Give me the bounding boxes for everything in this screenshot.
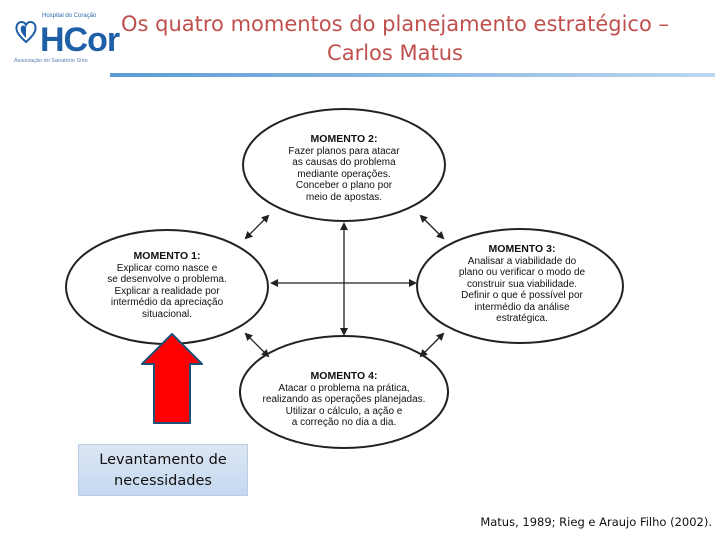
- moment-3-heading: MOMENTO 3:: [488, 243, 556, 255]
- moment-3-line: plano ou verificar o modo de: [458, 267, 586, 278]
- needs-assessment-box: [78, 444, 248, 496]
- arrow-1-to-2: [246, 216, 268, 238]
- moment-4-line: a correção no dia a dia.: [291, 417, 397, 428]
- moment-4-line: Utilizar o cálculo, a ação e: [285, 405, 403, 417]
- moment-3-line: estratégica.: [496, 313, 548, 324]
- moment-3-line: construir sua viabilidade.: [466, 278, 578, 290]
- moment-2-line: mediante operações.: [297, 168, 391, 180]
- moment-1-line: Explicar como nasce e: [116, 262, 218, 274]
- title-line-1: Os quatro momentos do planejamento estratégico –: [120, 12, 670, 36]
- moment-4-line: Atacar o problema na prática,: [278, 382, 410, 394]
- moment-4-line: realizando as operações planejadas.: [262, 394, 426, 405]
- moment-2-line: as causas do problema: [292, 157, 396, 168]
- moment-4-text: [244, 371, 444, 429]
- arrow-1-to-4: [246, 334, 268, 356]
- moment-2-line: Conceber o plano por: [295, 180, 393, 191]
- moment-4-heading: MOMENTO 4:: [310, 370, 378, 382]
- needs-line-1: Levantamento de: [99, 452, 227, 468]
- moment-1-line: Explicar a realidade por: [114, 285, 220, 297]
- needs-line-2: necessidades: [114, 473, 212, 489]
- moment-1-line: situacional.: [141, 308, 193, 320]
- moment-1-line: se desenvolve o problema.: [107, 274, 227, 285]
- moment-2-line: meio de apostas.: [305, 191, 383, 203]
- logo-subtitle: Associação do Sanatório Sírio: [14, 58, 88, 64]
- arrow-3-to-4: [421, 334, 443, 356]
- reference-citation: Matus, 1989; Rieg e Araujo Filho (2002).: [480, 515, 712, 529]
- moment-2-text: [254, 134, 434, 203]
- moment-3-text: [432, 244, 612, 325]
- moment-2-line: Fazer planos para atacar: [288, 145, 400, 157]
- moment-1-text: [80, 251, 254, 320]
- moment-2-heading: MOMENTO 2:: [310, 133, 378, 145]
- moment-3-line: Analisar a viabilidade do: [467, 255, 577, 267]
- moment-1-heading: MOMENTO 1:: [133, 250, 201, 262]
- moment-3-line: intermédio da análise: [474, 301, 570, 313]
- title-line-2: Carlos Matus: [327, 41, 463, 65]
- arrow-2-to-3: [421, 216, 443, 238]
- logo-name: HCor: [40, 21, 120, 59]
- red-up-arrow: [142, 334, 202, 423]
- moment-1-line: intermédio da apreciação: [110, 297, 224, 308]
- moment-3-line: Definir o que é possível por: [461, 290, 583, 301]
- logo-top-text: Hospital do Coração: [42, 13, 97, 19]
